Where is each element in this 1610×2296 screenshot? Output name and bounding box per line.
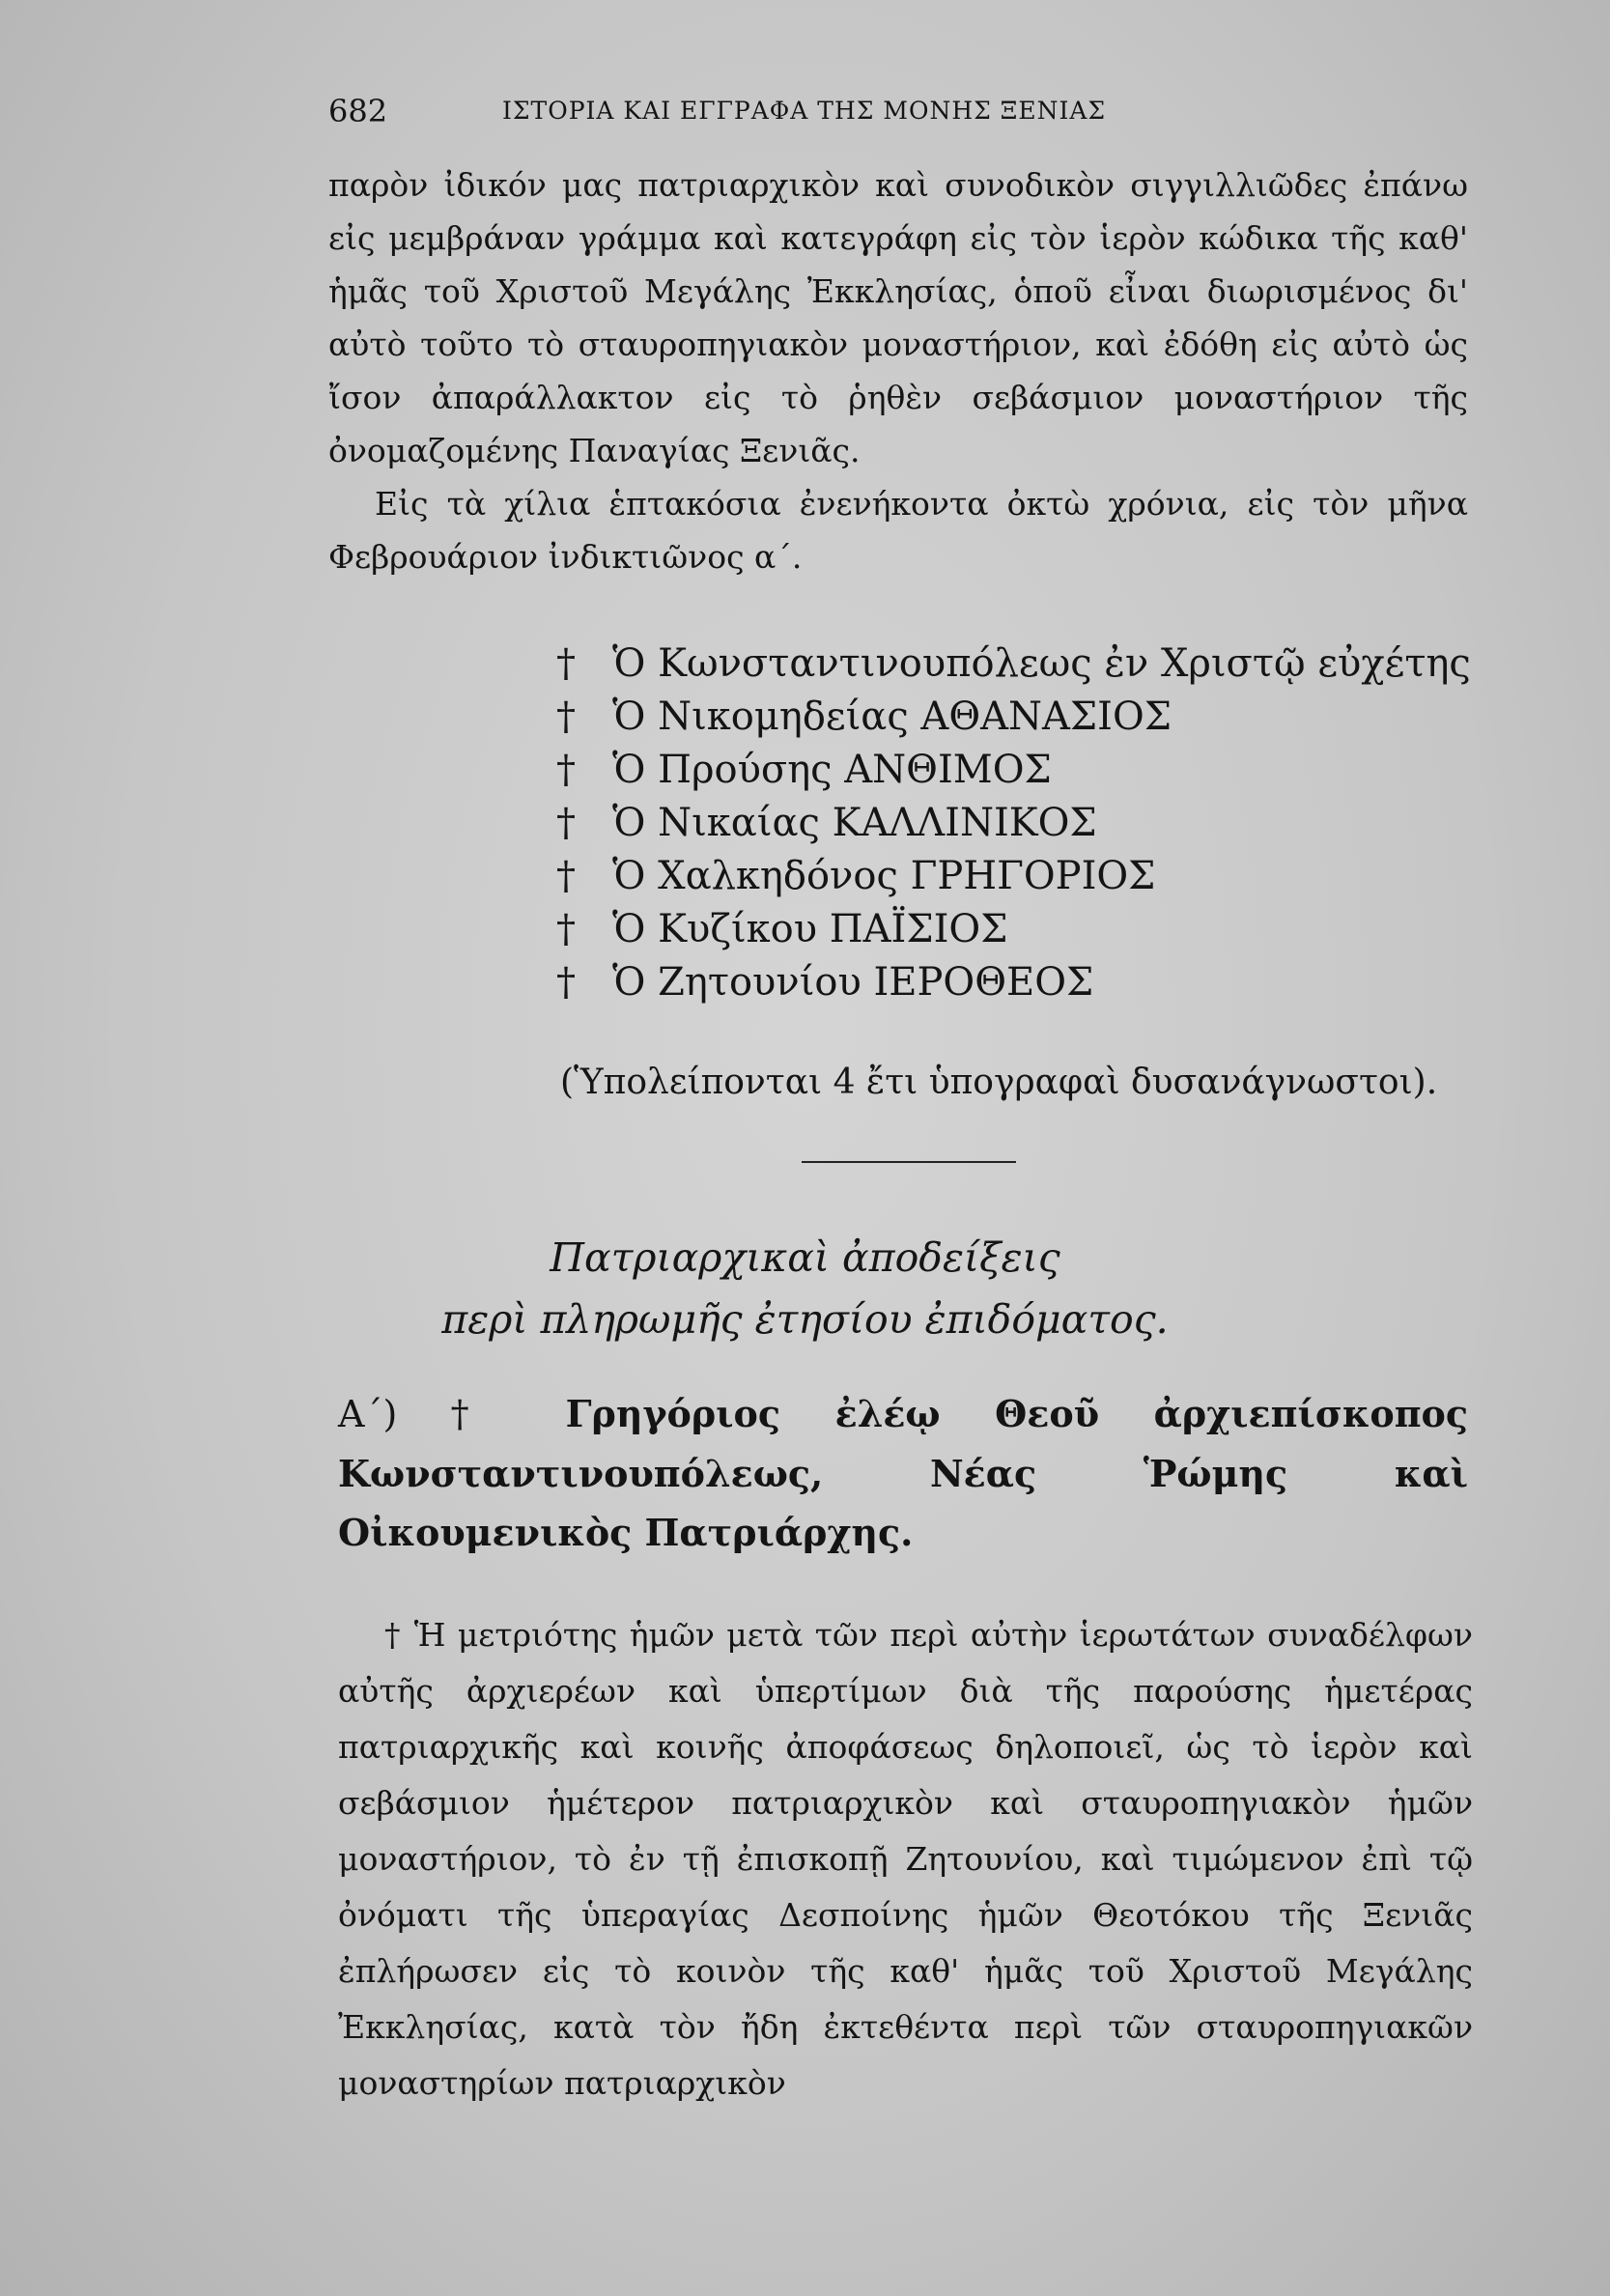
signature-list — [556, 638, 1483, 1009]
section-title: Πατριαρχικαὶ ἀποδείξεις — [550, 1234, 1060, 1281]
signature-text: Ὁ Κωνσταντινουπόλεως ἐν Χριστῷ εὐχέτης — [612, 641, 1471, 686]
heading-text: Γρηγόριος ἐλέῳ Θεοῦ ἀρχιεπίσκοπος Κωνσταντινουπόλεως, Νέας Ῥώμης καὶ Οἰκουμενικὸς Πατριάρχης. — [338, 1392, 1468, 1554]
signature-line — [556, 903, 1483, 956]
section-divider — [802, 1161, 1016, 1163]
document-body: † Ἡ μετριότης ἡμῶν μετὰ τῶν περὶ αὐτὴν ἱερωτάτων συναδέλφων αὐτῆς ἀρχιερέων καὶ ὑπερτίμων διὰ τῆς παρούσης ἡμετέρας πατριαρχικῆς καὶ κοινῆς ἀποφάσεως δηλοποιεῖ, ὡς τὸ ἱερὸν καὶ σεβάσμιον ἡμέτερον πατριαρχικὸν καὶ σταυροπηγιακὸν ἡμῶν μοναστήριον, τὸ ἐν τῇ ἐπισκοπῇ Ζητουνίου, καὶ τιμώμενον ἐπὶ τῷ ὀνόματι τῆς ὑπεραγίας Δεσποίνης ἡμῶν Θεοτόκου τῆς Ξενιᾶς ἐπλήρωσεν εἰς τὸ κοινὸν τῆς καθ' ἡμᾶς τοῦ Χριστοῦ Μεγάλης Ἐκκλησίας, κατὰ τὸν ἤδη ἐκτεθέντα περὶ τῶν σταυροπηγιακῶν μοναστηρίων πατριαρχικὸν — [338, 1616, 1473, 2102]
cross-icon: † — [556, 801, 576, 845]
document-heading — [338, 1384, 1468, 1562]
running-title: ΙΣΤΟΡΙΑ ΚΑΙ ΕΓΓΡΑΦΑ ΤΗΣ ΜΟΝΗΣ ΞΕΝΙΑΣ — [502, 97, 1107, 125]
page-header — [328, 93, 1275, 131]
page-number: 682 — [328, 93, 388, 129]
signature-line — [556, 638, 1483, 691]
cross-icon: † — [556, 854, 576, 898]
signature-text: Ὁ Προύσης ΑΝΘΙΜΟΣ — [612, 748, 1052, 792]
signature-text: Ὁ Χαλκηδόνος ΓΡΗΓΟΡΙΟΣ — [612, 854, 1156, 898]
cross-icon: † — [556, 907, 576, 951]
cross-icon: † — [556, 960, 576, 1005]
signature-text: Ὁ Νικομηδείας ΑΘΑΝΑΣΙΟΣ — [612, 694, 1172, 739]
date-line: Εἰς τὰ χίλια ἑπτακόσια ἐνενήκοντα ὀκτὼ χρόνια, εἰς τὸν μῆνα Φεβρουάριον ἰνδικτιῶνος α΄. — [328, 485, 1468, 576]
signature-text: Ὁ Νικαίας ΚΑΛΛΙΝΙΚΟΣ — [612, 801, 1097, 845]
signature-line — [556, 797, 1483, 850]
cross-icon: † — [556, 748, 576, 792]
opening-text — [328, 158, 1468, 583]
signature-text: Ὁ Κυζίκου ΠΑΪΣΙΟΣ — [612, 907, 1008, 951]
signature-line — [556, 850, 1483, 903]
paragraph-continuation: παρὸν ἰδικόν μας πατριαρχικὸν καὶ συνοδικὸν σιγγιλλιῶδες ἐπάνω εἰς μεμβράναν γράμμα καὶ κατεγράφη εἰς τὸν ἱερὸν κώδικα τῆς καθ' ἡμᾶς τοῦ Χριστοῦ Μεγάλης Ἐκκλησίας, ὁποῦ εἶναι διωρισμένος δι' αὐτὸ τοῦτο τὸ σταυροπηγιακὸν μοναστήριον, καὶ ἐδόθη εἰς αὐτὸ ὡς ἴσον ἀπαράλλακτον εἰς τὸ ῥηθὲν σεβάσμιον μοναστήριον τῆς ὀνομαζομένης Παναγίας Ξενιᾶς. — [328, 166, 1468, 469]
signature-line — [556, 691, 1483, 744]
signature-text: Ὁ Ζητουνίου ΙΕΡΟΘΕΟΣ — [612, 960, 1094, 1005]
cross-icon: † — [556, 694, 576, 739]
illegible-signatures-note: (Ὑπολείπονται 4 ἔτι ὑπογραφαὶ δυσανάγνωστοι). — [560, 1063, 1438, 1102]
cross-icon: † — [556, 641, 576, 686]
section-subtitle: περὶ πληρωμῆς ἐτησίου ἐπιδόματος. — [441, 1296, 1169, 1343]
signature-line — [556, 744, 1483, 797]
signature-line — [556, 956, 1483, 1009]
heading-label: Α΄) † — [338, 1393, 512, 1435]
